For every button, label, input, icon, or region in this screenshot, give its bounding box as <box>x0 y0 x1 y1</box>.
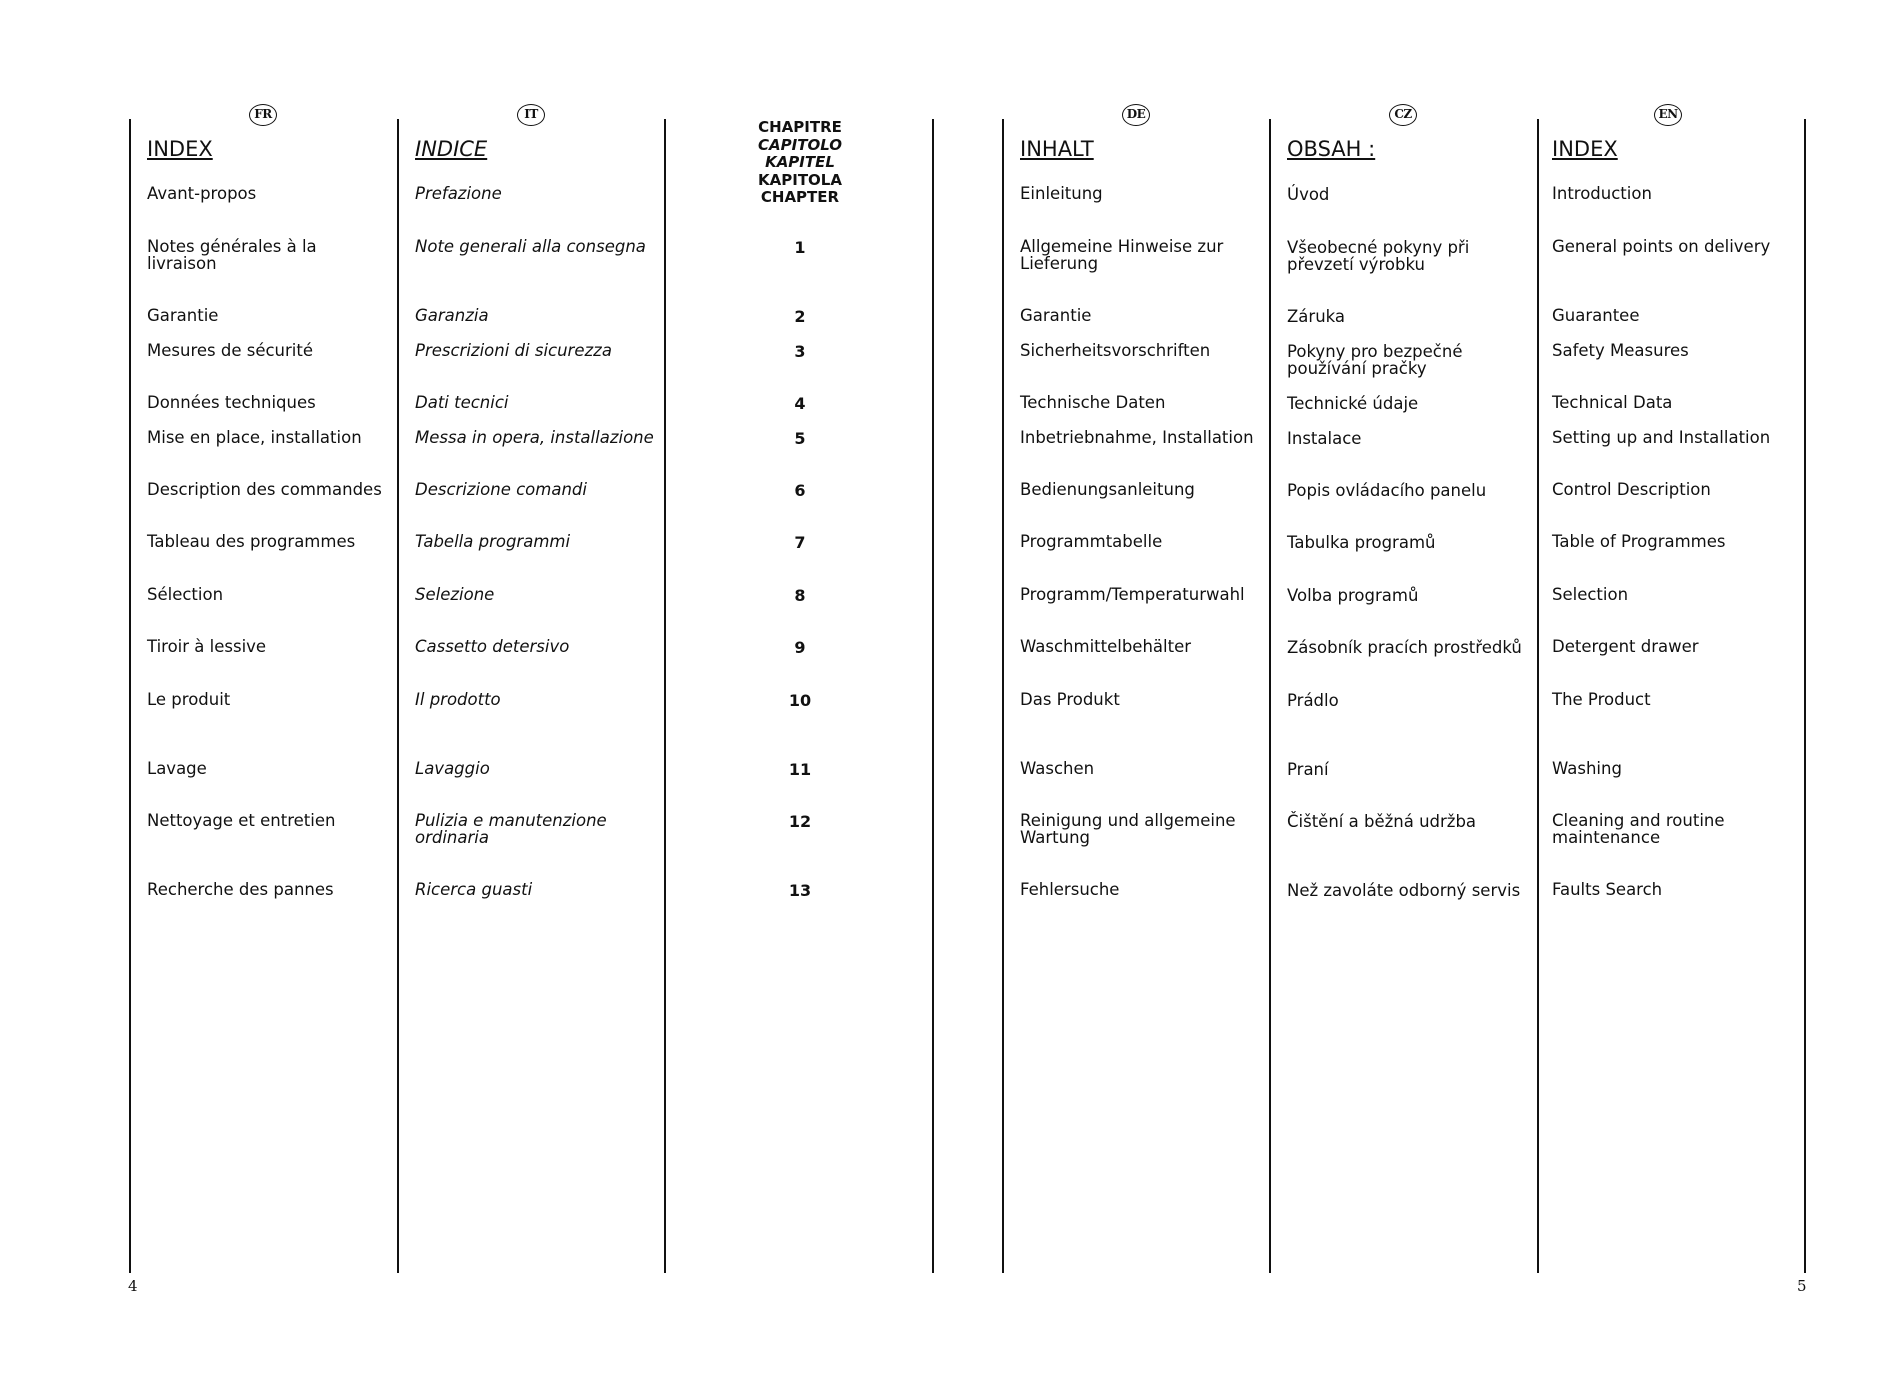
flag-en-icon: EN <box>1654 104 1682 126</box>
column-rule <box>129 119 131 1273</box>
chapter-label-cz: KAPITOLA <box>758 170 842 189</box>
index-entry: Tiroir à lessive <box>147 637 267 656</box>
column-rule <box>1537 119 1539 1273</box>
chapter-number: 10 <box>788 691 812 710</box>
column-rule <box>932 119 934 1273</box>
index-entry: Sélection <box>147 585 224 604</box>
index-entry: Praní <box>1287 760 1329 779</box>
index-entry: Pokyny pro bezpečné používání pračky <box>1287 342 1463 378</box>
index-entry: Tabella programmi <box>415 532 571 551</box>
chapter-number: 5 <box>794 429 806 448</box>
index-entry: Garantie <box>147 306 219 325</box>
column-rule <box>1002 119 1004 1273</box>
index-entry: Cassetto detersivo <box>415 637 570 656</box>
index-entry: Description des commandes <box>147 480 382 499</box>
index-entry: Il prodotto <box>415 690 501 709</box>
index-entry: Technické údaje <box>1287 394 1419 413</box>
index-entry: Selection <box>1552 585 1629 604</box>
index-entry: Technische Daten <box>1020 393 1166 412</box>
column-title: INDEX <box>1552 137 1618 161</box>
index-entry: Notes générales à la livraison <box>147 237 317 273</box>
index-entry: Control Description <box>1552 480 1711 499</box>
chapter-number: 12 <box>788 812 812 831</box>
index-entry: Technical Data <box>1552 393 1673 412</box>
index-entry: Waschen <box>1020 759 1095 778</box>
chapter-number: 1 <box>794 238 806 257</box>
index-entry: Detergent drawer <box>1552 637 1699 656</box>
index-entry: Prefazione <box>415 184 502 203</box>
index-entry: Instalace <box>1287 429 1362 448</box>
index-entry: Mesures de sécurité <box>147 341 313 360</box>
index-entry: The Product <box>1552 690 1651 709</box>
index-entry: Einleitung <box>1020 184 1103 203</box>
index-entry: Úvod <box>1287 185 1330 204</box>
index-entry: Nettoyage et entretien <box>147 811 336 830</box>
index-entry: Table of Programmes <box>1552 532 1726 551</box>
index-entry: Das Produkt <box>1020 690 1120 709</box>
index-entry: Setting up and Installation <box>1552 428 1771 447</box>
index-entry: Ricerca guasti <box>415 880 533 899</box>
index-entry: Zásobník pracích prostředků <box>1287 638 1522 657</box>
column-title: OBSAH : <box>1287 137 1376 161</box>
index-entry: Faults Search <box>1552 880 1663 899</box>
index-entry: Prádlo <box>1287 691 1339 710</box>
index-entry: Než zavoláte odborný servis <box>1287 881 1521 900</box>
index-entry: Garanzia <box>415 306 489 325</box>
index-entry: Garantie <box>1020 306 1092 325</box>
index-entry: General points on delivery <box>1552 237 1771 256</box>
index-entry: Le produit <box>147 690 231 709</box>
index-entry: Lavaggio <box>415 759 490 778</box>
index-entry: Dati tecnici <box>415 393 509 412</box>
column-title: INHALT <box>1020 137 1094 161</box>
chapter-label-en: CHAPTER <box>760 188 840 206</box>
index-entry: Selezione <box>415 585 495 604</box>
chapter-label-it: CAPITOLO <box>758 135 842 154</box>
index-entry: Záruka <box>1287 307 1346 326</box>
index-entry: Fehlersuche <box>1020 880 1120 899</box>
index-entry: Čištění a běžná udržba <box>1287 812 1477 831</box>
chapter-number: 7 <box>794 533 806 552</box>
chapter-number: 13 <box>788 881 812 900</box>
flag-fr-icon: FR <box>249 104 277 126</box>
index-entry: Sicherheitsvorschriften <box>1020 341 1211 360</box>
index-entry: Mise en place, installation <box>147 428 362 447</box>
index-entry: Note generali alla consegna <box>415 237 646 256</box>
column-title: INDEX <box>147 137 213 161</box>
chapter-number: 11 <box>788 760 812 779</box>
chapter-label-fr: CHAPITRE <box>758 118 842 136</box>
index-entry: Introduction <box>1552 184 1652 203</box>
index-entry: Programmtabelle <box>1020 532 1163 551</box>
chapter-header <box>700 119 900 207</box>
chapter-number: 8 <box>794 586 806 605</box>
index-entry: Tabulka programů <box>1287 533 1436 552</box>
flag-de-icon: DE <box>1122 104 1150 126</box>
chapter-number: 2 <box>794 307 806 326</box>
index-entry: Všeobecné pokyny při převzetí výrobku <box>1287 238 1470 274</box>
chapter-number: 6 <box>794 481 806 500</box>
index-entry: Reinigung und allgemeine Wartung <box>1020 811 1236 847</box>
index-entry: Waschmittelbehälter <box>1020 637 1192 656</box>
index-entry: Washing <box>1552 759 1622 778</box>
index-entry: Tableau des programmes <box>147 532 356 551</box>
index-entry: Pulizia e manutenzione ordinaria <box>415 811 607 847</box>
index-entry: Cleaning and routine maintenance <box>1552 811 1725 847</box>
index-entry: Recherche des pannes <box>147 880 334 899</box>
index-entry: Allgemeine Hinweise zur Lieferung <box>1020 237 1224 273</box>
index-entry: Avant-propos <box>147 184 257 203</box>
flag-cz-icon: CZ <box>1389 104 1417 126</box>
index-entry: Messa in opera, installazione <box>415 428 654 447</box>
flag-it-icon: IT <box>517 104 545 126</box>
index-entry: Bedienungsanleitung <box>1020 480 1195 499</box>
index-entry: Popis ovládacího panelu <box>1287 481 1487 500</box>
chapter-label-de: KAPITEL <box>765 153 835 171</box>
column-rule <box>1804 119 1806 1273</box>
page-number-right: 5 <box>1797 1277 1807 1295</box>
index-entry: Programm/Temperaturwahl <box>1020 585 1245 604</box>
index-entry: Safety Measures <box>1552 341 1689 360</box>
index-entry: Données techniques <box>147 393 316 412</box>
index-entry: Inbetriebnahme, Installation <box>1020 428 1254 447</box>
index-entry: Guarantee <box>1552 306 1640 325</box>
page-number-left: 4 <box>128 1277 138 1295</box>
column-rule <box>397 119 399 1273</box>
index-entry: Lavage <box>147 759 207 778</box>
index-entry: Prescrizioni di sicurezza <box>415 341 612 360</box>
chapter-number: 9 <box>794 638 806 657</box>
chapter-number: 4 <box>794 394 806 413</box>
column-title: INDICE <box>415 137 488 161</box>
index-entry: Descrizione comandi <box>415 480 587 499</box>
index-entry: Volba programů <box>1287 586 1419 605</box>
chapter-number: 3 <box>794 342 806 361</box>
